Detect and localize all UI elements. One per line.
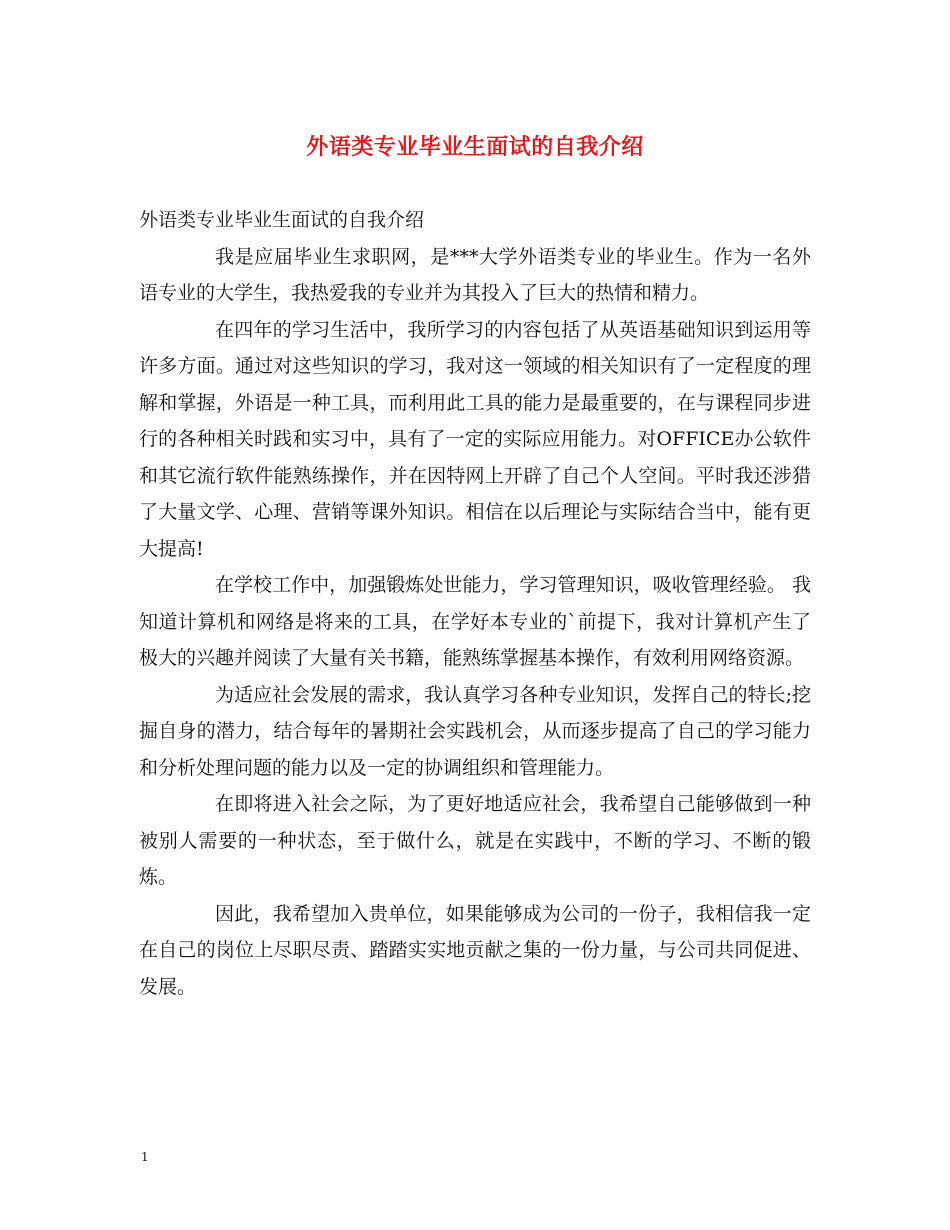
document-subtitle: 外语类专业毕业生面试的自我介绍: [139, 209, 425, 231]
paragraph-2: 在四年的学习生活中，我所学习的内容包括了从英语基础知识到运用等许多方面。通过对这些知识的学习，我对这一领域的相关知识有了一定程度的理解和掌握，外语是一种工具，而利用此工具的能力是最重要的，在与课程同步进行的各种相关时践和实习中，具有了一定的实际应用能力。对OFFICE办公软件和其它流行软件能熟练操作，并在因特网上开辟了自己个人空间。平时我还涉猎了大量文学、心理、营销等课外知识。相信在以后理论与实际结合当中，能有更大提高!: [139, 318, 811, 560]
paragraph-6: 因此，我希望加入贵单位，如果能够成为公司的一份子，我相信我一定在自己的岗位上尽职尽责、踏踏实实地贡献之集的一份力量，与公司共同促进、发展。: [139, 902, 811, 998]
document-title: 外语类专业毕业生面试的自我介绍: [306, 134, 644, 160]
page-number: 1: [141, 1150, 149, 1164]
paragraph-1: 我是应届毕业生求职网，是***大学外语类专业的毕业生。作为一名外语专业的大学生，我热爱我的专业并为其投入了巨大的热情和精力。: [139, 245, 811, 304]
paragraph-4: 为适应社会发展的需求，我认真学习各种专业知识，发挥自己的特长;挖掘自身的潜力，结合每年的暑期社会实践机会，从而逐步提高了自己的学习能力和分析处理问题的能力以及一定的协调组织和管理能力。: [139, 683, 811, 779]
paragraph-3: 在学校工作中，加强锻炼处世能力，学习管理知识，吸收管理经验。 我知道计算机和网络是将来的工具，在学好本专业的`前提下，我对计算机产生了极大的兴趣并阅读了大量有关书籍，能熟练掌握基本操作，有效利用网络资源。: [139, 574, 811, 669]
paragraph-5: 在即将进入社会之际，为了更好地适应社会，我希望自己能够做到一种被别人需要的一种状态，至于做什么，就是在实践中，不断的学习、不断的锻炼。: [139, 793, 811, 888]
document-body: [139, 202, 811, 1005]
